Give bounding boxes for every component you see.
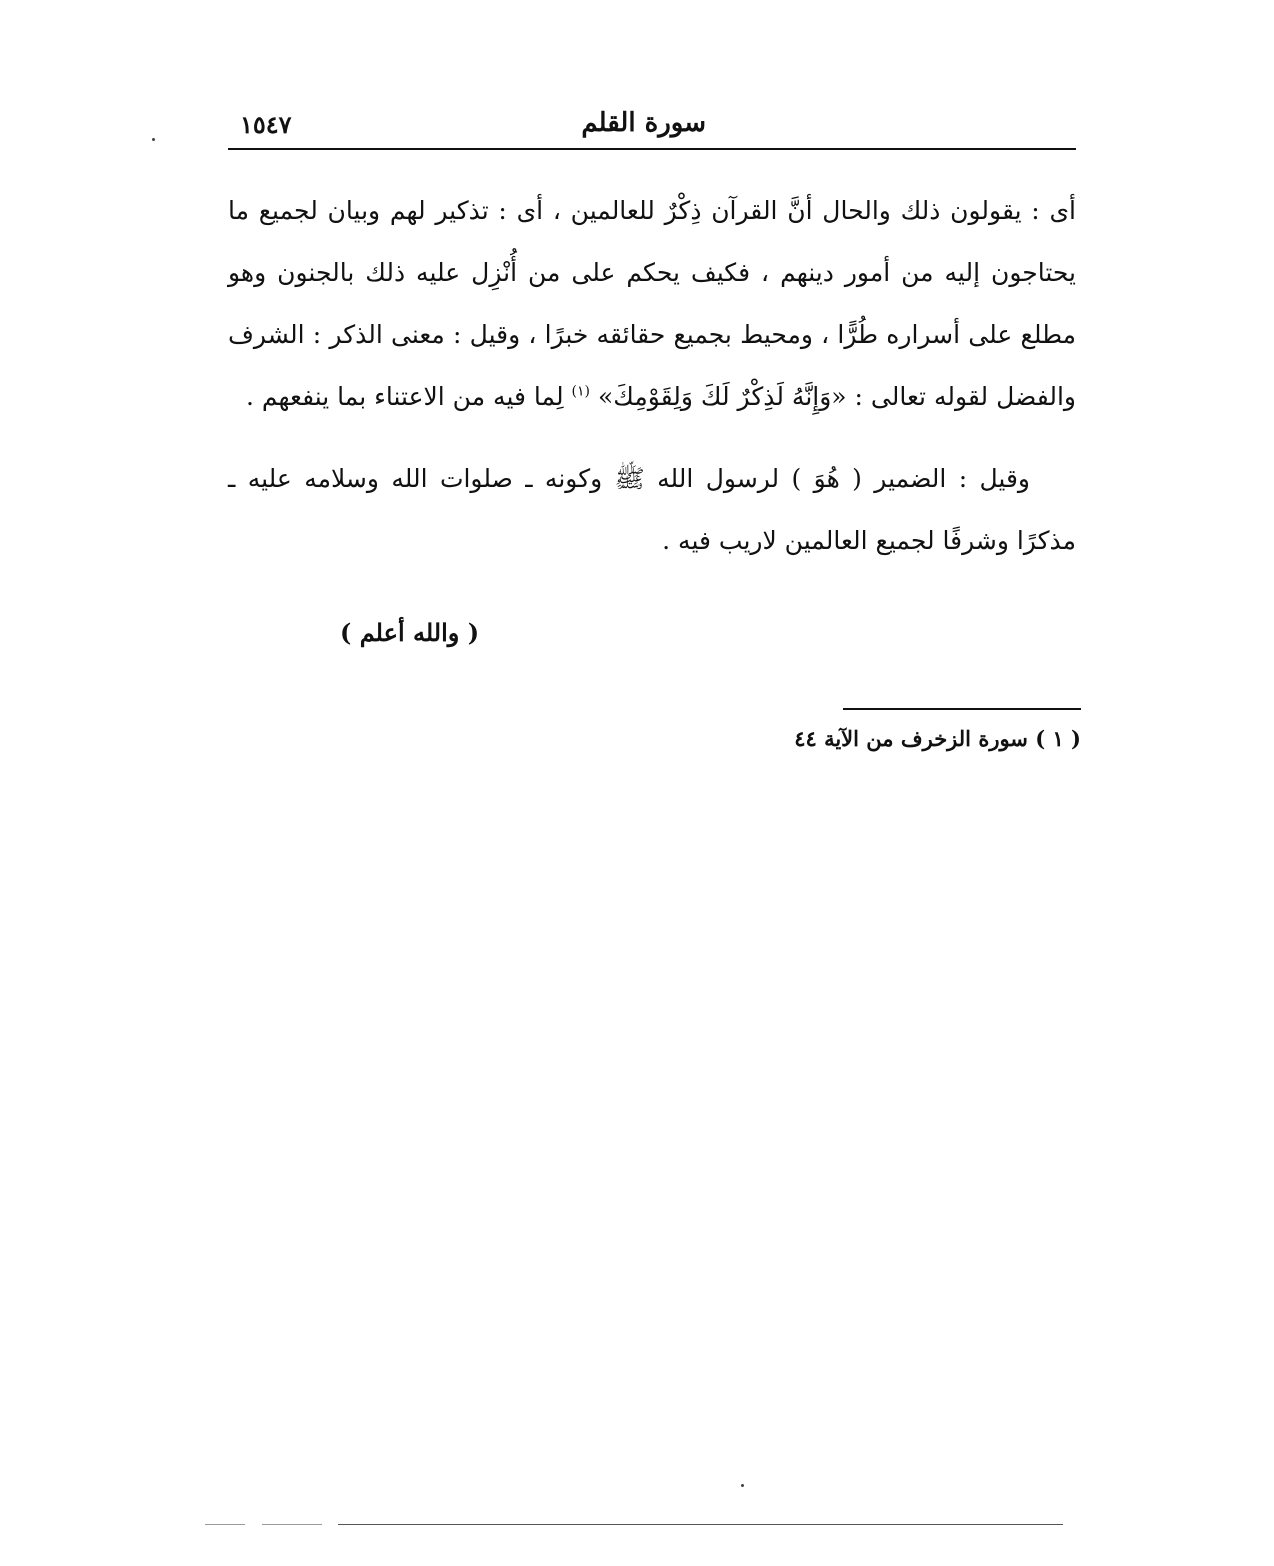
main-text	[228, 180, 1076, 572]
scan-speck	[741, 1484, 744, 1487]
footnote: ( ١ ) سورة الزخرف من الآية ٤٤	[794, 726, 1081, 751]
header-rule	[228, 148, 1076, 150]
surah-title: سورة القلم	[581, 108, 706, 138]
scan-bottom-line	[338, 1524, 1063, 1525]
paragraph-1	[228, 180, 1076, 428]
paragraph-2: وقيل : الضمير ( هُوَ ) لرسول الله ﷺ وكونه ـ صلوات الله وسلامه عليه ـ مذكرًا وشرفًا لجميع العالمين لاريب فيه .	[228, 464, 1076, 555]
scan-bottom-line	[262, 1524, 322, 1525]
closing-phrase: ( والله أعلم )	[340, 618, 480, 647]
scan-bottom-line	[205, 1524, 245, 1525]
paragraph-1-ending: لِما فيه من الاعتناء بما ينفعهم .	[245, 382, 564, 411]
page-number: ١٥٤٧	[240, 110, 292, 139]
paragraph-1-text: أى : يقولون ذلك والحال أنَّ القرآن ذِكْرٌ للعالمين ، أى : تذكير لهم وبيان لجميع ما يحتاجون إليه من أمور دينهم ، فكيف يحكم على من أُنْزِل عليه ذلك بالجنون وهو مطلع على أسراره طُرًّا ، ومحيط بجميع حقائقه خبرًا ، وقيل : معنى الذكر : الشرف والفضل لقوله تعالى : «وَإِنَّهُ لَذِكْرٌ لَكَ وَلِقَوْمِكَ»	[228, 196, 1076, 411]
footnote-rule	[843, 708, 1081, 710]
running-header	[228, 108, 1076, 144]
scan-speck	[152, 138, 155, 141]
footnote-reference: (١)	[571, 383, 590, 400]
